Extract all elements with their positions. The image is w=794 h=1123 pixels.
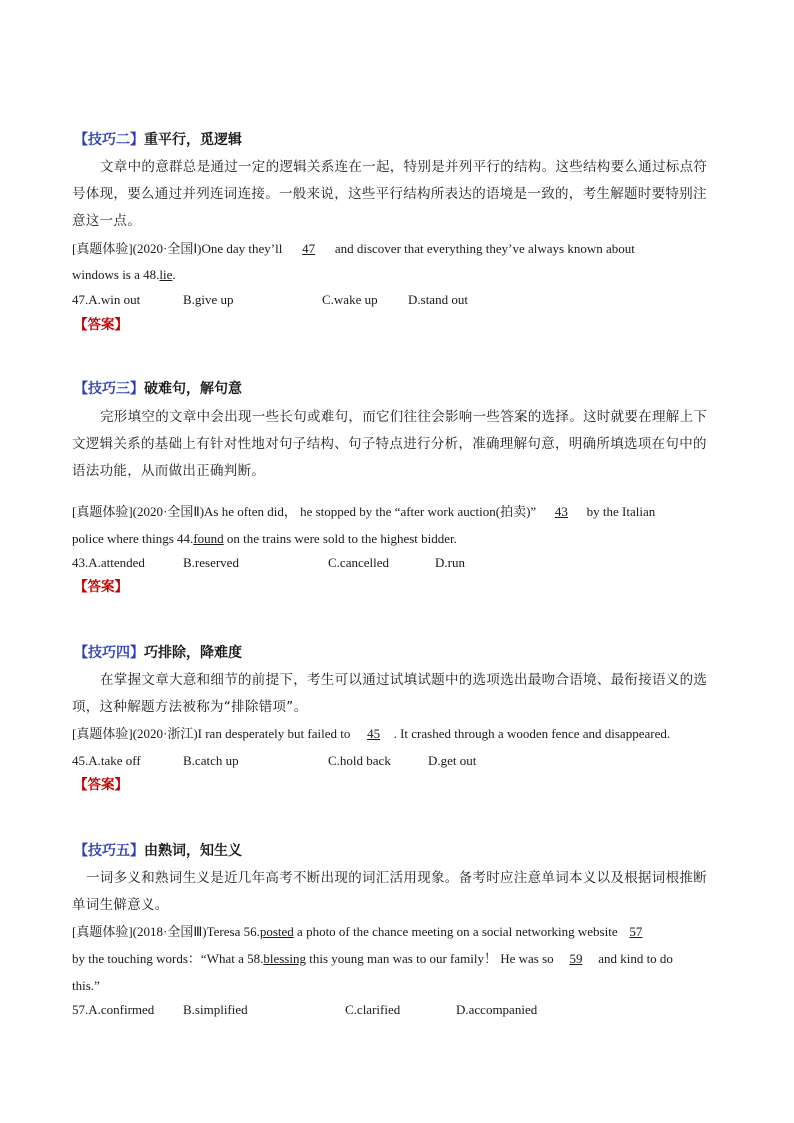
example-text: this young man was to our family！ He was so	[305, 951, 557, 966]
option-b: B.catch up	[183, 753, 239, 768]
option-d: D.get out	[428, 753, 477, 768]
section-title: 巧排除，降难度	[144, 645, 242, 661]
option-a: 57.A.confirmed	[72, 1002, 155, 1017]
paragraph-line: 单词生僻意义。	[72, 897, 169, 913]
underlined-word: posted	[259, 924, 294, 939]
paragraph-line: 在掌握文章大意和细节的前提下，考生可以通过试填试题中的选项选出最吻合语境、最衔接语义的选	[100, 672, 708, 688]
example-text: windows is a 48.	[72, 267, 160, 282]
section-heading	[74, 842, 242, 860]
answer-label: 【答案】	[74, 777, 128, 793]
paragraph-line: 一词多义和熟词生义是近几年高考不断出现的词汇活用现象。备考时应注意单词本义以及根据词根推断	[86, 870, 707, 886]
example-line	[72, 950, 673, 968]
example-line	[72, 266, 176, 284]
paragraph-line: 语法功能，从而做出正确判断。	[72, 463, 266, 479]
example-text: [真题体验](2020·全国Ⅱ)As he often did， he stopped by the “after work auction(拍卖)”	[72, 504, 540, 519]
answer-label: 【答案】	[74, 579, 128, 595]
option-a: 47.A.win out	[72, 292, 141, 307]
example-text: police where things 44.	[72, 531, 194, 546]
option-b: B.reserved	[183, 555, 239, 570]
paragraph-line: 文章中的意群总是通过一定的逻辑关系连在一起，特别是并列平行的结构。这些结构要么通过标点符	[100, 159, 708, 175]
section-tag: 【技巧四】	[74, 645, 144, 661]
example-text: . It crashed through a wooden fence and disappeared.	[393, 726, 671, 741]
example-text: by the touching words：“What a 58.	[72, 951, 264, 966]
example-line	[72, 240, 635, 258]
example-text: [真题体验](2020·全国Ⅰ)One day they’ll	[72, 241, 286, 256]
underlined-word: found	[193, 531, 224, 546]
example-text: by the Italian	[583, 504, 656, 519]
paragraph-line: 文逻辑关系的基础上有针对性地对句子结构、句子特点进行分析，准确理解句意，明确所填选项在句中的	[72, 436, 707, 452]
option-b: B.give up	[183, 292, 234, 307]
example-line: this.”	[72, 978, 100, 993]
example-line	[72, 503, 655, 521]
option-d: D.run	[435, 555, 465, 570]
example-text: [真题体验](2018·全国Ⅲ)Teresa 56.	[72, 924, 260, 939]
example-line	[72, 923, 651, 941]
option-c: C.hold back	[328, 753, 391, 768]
example-text: [真题体验](2020·浙江)I ran desperately but failed to	[72, 726, 354, 741]
option-a: 45.A.take off	[72, 753, 141, 768]
example-text: and discover that everything they’ve always known about	[331, 241, 635, 256]
underlined-word: lie	[159, 267, 173, 282]
example-text: a photo of the chance meeting on a social networking website	[293, 924, 621, 939]
example-line	[72, 725, 670, 743]
section-heading	[74, 380, 242, 398]
paragraph-line: 号体现，要么通过并列连词连接。一般来说，这些平行结构所表达的语境是一致的，考生解题时要特别注	[72, 186, 707, 202]
option-c: C.cancelled	[328, 555, 389, 570]
option-d: D.stand out	[408, 292, 468, 307]
example-line	[72, 530, 457, 548]
paragraph-line: 项，这种解题方法被称为“排除错项”。	[72, 699, 308, 715]
option-c: C.clarified	[345, 1002, 401, 1017]
blank-57: 57	[629, 924, 643, 939]
option-a: 43.A.attended	[72, 555, 145, 570]
section-title: 由熟词，知生义	[144, 843, 242, 859]
blank-59: 59	[569, 951, 583, 966]
option-b: B.simplified	[183, 1002, 248, 1017]
blank-43: 43	[554, 504, 568, 519]
section-tag: 【技巧二】	[74, 132, 144, 148]
example-text: and kind to do	[594, 951, 673, 966]
section-heading	[74, 644, 242, 662]
section-title: 破难句，解句意	[144, 381, 242, 397]
option-d: D.accompanied	[456, 1002, 538, 1017]
paragraph-line: 意这一点。	[72, 213, 141, 229]
blank-47: 47	[302, 241, 316, 256]
section-tag: 【技巧三】	[74, 381, 144, 397]
option-c: C.wake up	[322, 292, 378, 307]
answer-label: 【答案】	[74, 317, 128, 333]
underlined-word: blessing	[263, 951, 306, 966]
section-tag: 【技巧五】	[74, 843, 144, 859]
section-title: 重平行，觅逻辑	[144, 132, 242, 148]
example-text: on the trains were sold to the highest bidder.	[223, 531, 457, 546]
example-text: .	[172, 267, 176, 282]
paragraph-line: 完形填空的文章中会出现一些长句或难句，而它们往往会影响一些答案的选择。这时就要在理解上下	[100, 409, 708, 425]
blank-45: 45	[367, 726, 381, 741]
section-heading	[74, 131, 242, 149]
